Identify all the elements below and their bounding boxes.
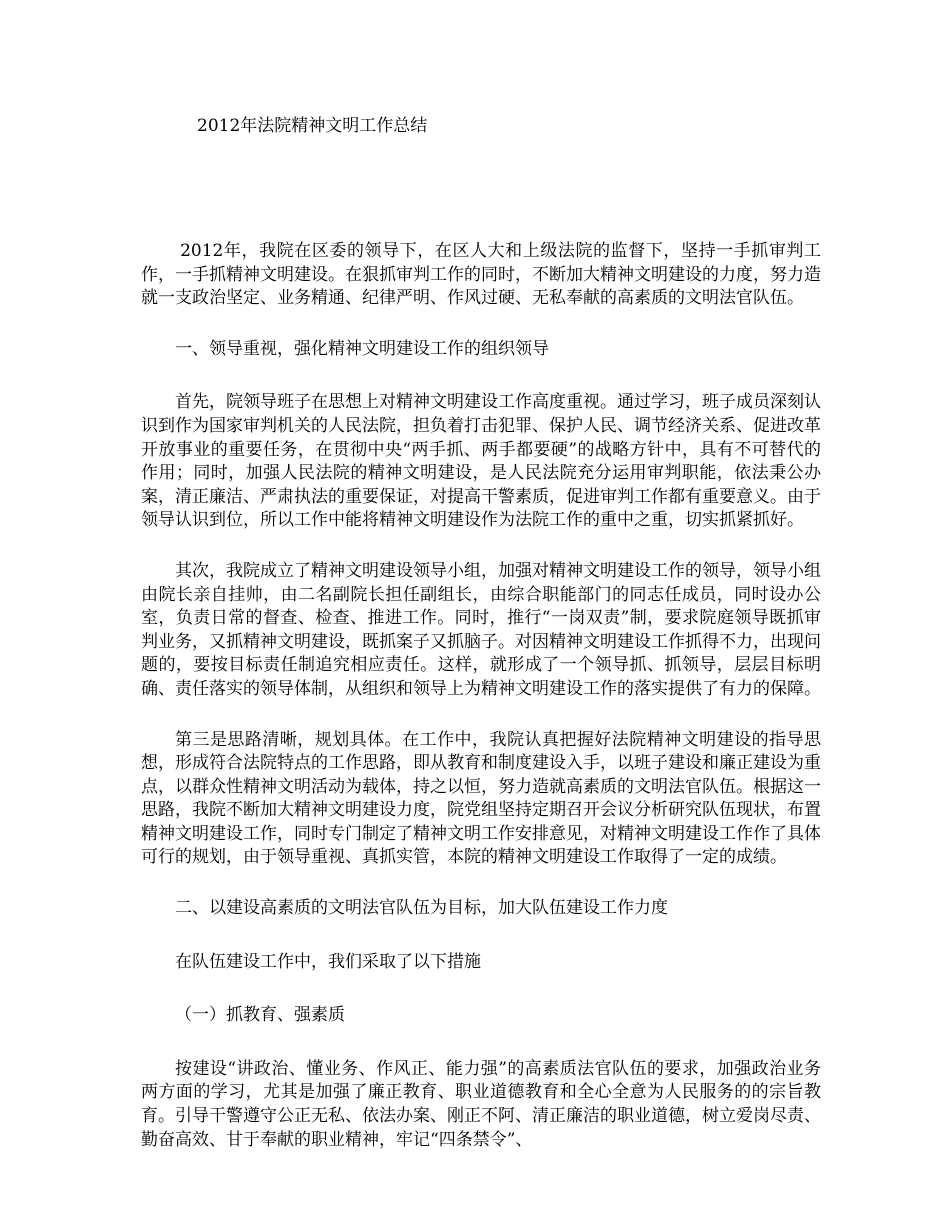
section-heading-1: 一、领导重视，强化精神文明建设工作的组织领导 bbox=[175, 338, 549, 359]
paragraph-third-point: 第三是思路清晰，规划具体。在工作中，我院认真把握好法院精神文明建设的指导思想，形成符合法院特点的工作思路，即从教育和制度建设入手，以班子建设和廉正建设为重点，以群众性精神文明活动为载体，持之以恒，努力造就高素质的文明法官队伍。根据这一思路，我院不断加大精神文明建设力度，院党组坚持定期召开会议分析研究队伍现状，布置精神文明建设工作，同时专门制定了精神文明工作安排意见，对精神文明建设工作作了具体可行的规划，由于领导重视、真抓实管，本院的精神文明建设工作取得了一定的成绩。 bbox=[141, 729, 821, 868]
paragraph-measures-intro: 在队伍建设工作中，我们采取了以下措施 bbox=[175, 951, 481, 972]
paragraph-intro: 2012年，我院在区委的领导下，在区人大和上级法院的监督下，坚持一手抓审判工作，一手抓精神文明建设。在狠抓审判工作的同时，不断加大精神文明建设的力度，努力造就一支政治坚定、业务精通、纪律严明、作风过硬、无私奉献的高素质的文明法官队伍。 bbox=[141, 241, 821, 309]
subsection-heading-1: （一）抓教育、强素质 bbox=[175, 1005, 345, 1026]
paragraph-education: 按建设“讲政治、懂业务、作风正、能力强”的高素质法官队伍的要求，加强政治业务两方面的学习，尤其是加强了廉正教育、职业道德教育和全心全意为人民服务的的宗旨教育。引导干警遵守公正无私、依法办案、刚正不阿、清正廉洁的职业道德，树立爱岗尽责、勤奋高效、甘于奉献的职业精神，牢记“四条禁令”、 bbox=[141, 1058, 821, 1150]
document-title: 2012年法院精神文明工作总结 bbox=[197, 116, 428, 136]
paragraph-first-point: 首先，院领导班子在思想上对精神文明建设工作高度重视。通过学习，班子成员深刻认识到作为国家审判机关的人民法院，担负着打击犯罪、保护人民、调节经济关系、促进改革开放事业的重要任务，在贯彻中央“两手抓、两手都要硬”的战略方针中，具有不可替代的作用；同时，加强人民法院的精神文明建设，是人民法院充分运用审判职能，依法秉公办案，清正廉洁、严肃执法的重要保证，对提高干警素质，促进审判工作都有重要意义。由于领导认识到位，所以工作中能将精神文明建设作为法院工作的重中之重，切实抓紧抓好。 bbox=[141, 392, 821, 531]
document-body bbox=[141, 240, 821, 1179]
section-heading-2: 二、以建设高素质的文明法官队伍为目标，加大队伍建设工作力度 bbox=[175, 898, 668, 919]
paragraph-second-point: 其次，我院成立了精神文明建设领导小组，加强对精神文明建设工作的领导，领导小组由院长亲自挂帅，由二名副院长担任副组长，由综合职能部门的同志任成员，同时设办公室，负责日常的督查、检查、推进工作。同时，推行“一岗双责”制，要求院庭领导既抓审判业务，又抓精神文明建设，既抓案子又抓脑子。对因精神文明建设工作抓得不力，出现问题的，要按目标责任制追究相应责任。这样，就形成了一个领导抓、抓领导，层层目标明确、责任落实的领导体制，从组织和领导上为精神文明建设工作的落实提供了有力的保障。 bbox=[141, 560, 821, 699]
